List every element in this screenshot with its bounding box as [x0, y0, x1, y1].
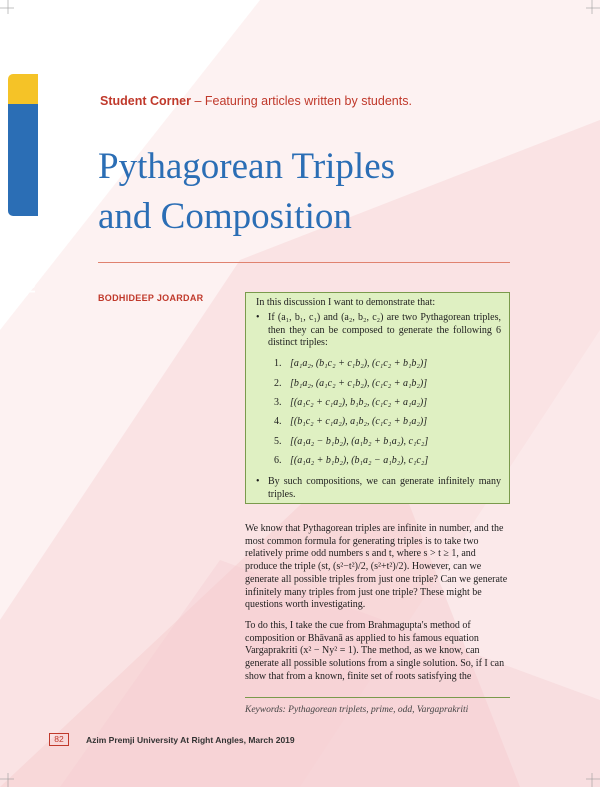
- list-item: 5. [(a₁a₂ − b₁b₂), (a₁b₂ + b₁a₂), c₁c₂]: [274, 435, 429, 447]
- page-number: 82: [49, 733, 69, 746]
- page-title: [98, 142, 518, 242]
- keywords: Keywords: Pythagorean triplets, prime, odd, Vargaprakriti: [245, 697, 510, 715]
- list-item: 2. [b₁a₂, (a₁c₂ + c₁b₂), (c₁c₂ + a₁b₂)]: [274, 377, 428, 389]
- title-line-1: Pythagorean Triples: [98, 146, 396, 187]
- triples-list: [274, 355, 501, 471]
- article-body: [245, 523, 510, 691]
- list-item: 4. [(b₁c₂ + c₁a₂), a₁b₂, (c₁c₂ + b₁a₂)]: [274, 416, 428, 428]
- box-intro: In this discussion I want to demonstrate that:: [256, 297, 436, 308]
- header-tagline: – Featuring articles written by students.: [190, 94, 412, 108]
- title-divider: [98, 262, 510, 263]
- list-item: 6. [(a₁a₂ + b₁b₂), (b₁a₂ − a₁b₂), c₁c₂]: [274, 454, 429, 466]
- side-tab-label: TechSpace: [24, 232, 38, 296]
- header-corner: Student Corner: [100, 94, 191, 108]
- box-bullet-2-text: By such compositions, we can generate infinitely many triples.: [268, 475, 501, 500]
- list-item: 3. [(a₁c₂ + c₁a₂), b₁b₂, (c₁c₂ + a₁a₂)]: [274, 397, 428, 409]
- triple-text: [(a₁a₂ − b₁b₂), (a₁b₂ + b₁a₂), c₁c₂]: [290, 435, 429, 447]
- side-tab: [8, 104, 38, 296]
- list-item: 1. [a₁a₂, (b₁c₂ + c₁b₂), (c₁c₂ + b₁b₂)]: [274, 358, 428, 370]
- triple-text: [(b₁c₂ + c₁a₂), a₁b₂, (c₁c₂ + b₁a₂)]: [290, 416, 428, 428]
- footer-publication: Azim Premji University At Right Angles, March 2019: [86, 735, 295, 745]
- title-line-2: and Composition: [98, 196, 352, 237]
- paragraph-2: To do this, I take the cue from Brahmagupta's method of composition or Bhāvanā as applied to his famous equation Vargaprakriti (x² − Ny² = 1). The method, as we know, can generate all possible solutions from a single solution. So, if I can show that from a known, finite set of roots satisfying the: [245, 619, 505, 682]
- bullet-icon: •: [256, 311, 260, 323]
- triple-text: [(a₁a₂ + b₁b₂), (b₁a₂ − a₁b₂), c₁c₂]: [290, 454, 429, 466]
- triple-text: [(a₁c₂ + c₁a₂), b₁b₂, (c₁c₂ + a₁a₂)]: [290, 397, 428, 409]
- box-bullet-1: [256, 312, 501, 350]
- bullet-icon: •: [256, 475, 260, 487]
- summary-box: [245, 292, 510, 504]
- paragraph-1: We know that Pythagorean triples are infinite in number, and the most common formula for generating triples is to take two relatively prime odd numbers s and t, where s > t ≥ 1, and produce the triple (st, (s²−t²)/2, (s²+t²)/2). However, can we generate all possible triples from just one triple? Can we generate infinitely many triples from just one triple? These might be questions worth investigating.: [245, 523, 508, 611]
- box-bullet-2: [256, 476, 501, 502]
- triple-text: [a₁a₂, (b₁c₂ + c₁b₂), (c₁c₂ + b₁b₂)]: [290, 358, 428, 370]
- section-header: [100, 94, 412, 108]
- box-bullet-1-text: If (a₁, b₁, c₁) and (a₂, b₂, c₂) are two Pythagorean triples, then they can be composed to generate the following 6 distinct triples:: [268, 311, 501, 349]
- triple-text: [b₁a₂, (a₁c₂ + c₁b₂), (c₁c₂ + a₁b₂)]: [290, 377, 428, 389]
- side-tab-accent: [8, 74, 38, 104]
- author-name: BODHIDEEP JOARDAR: [98, 293, 204, 303]
